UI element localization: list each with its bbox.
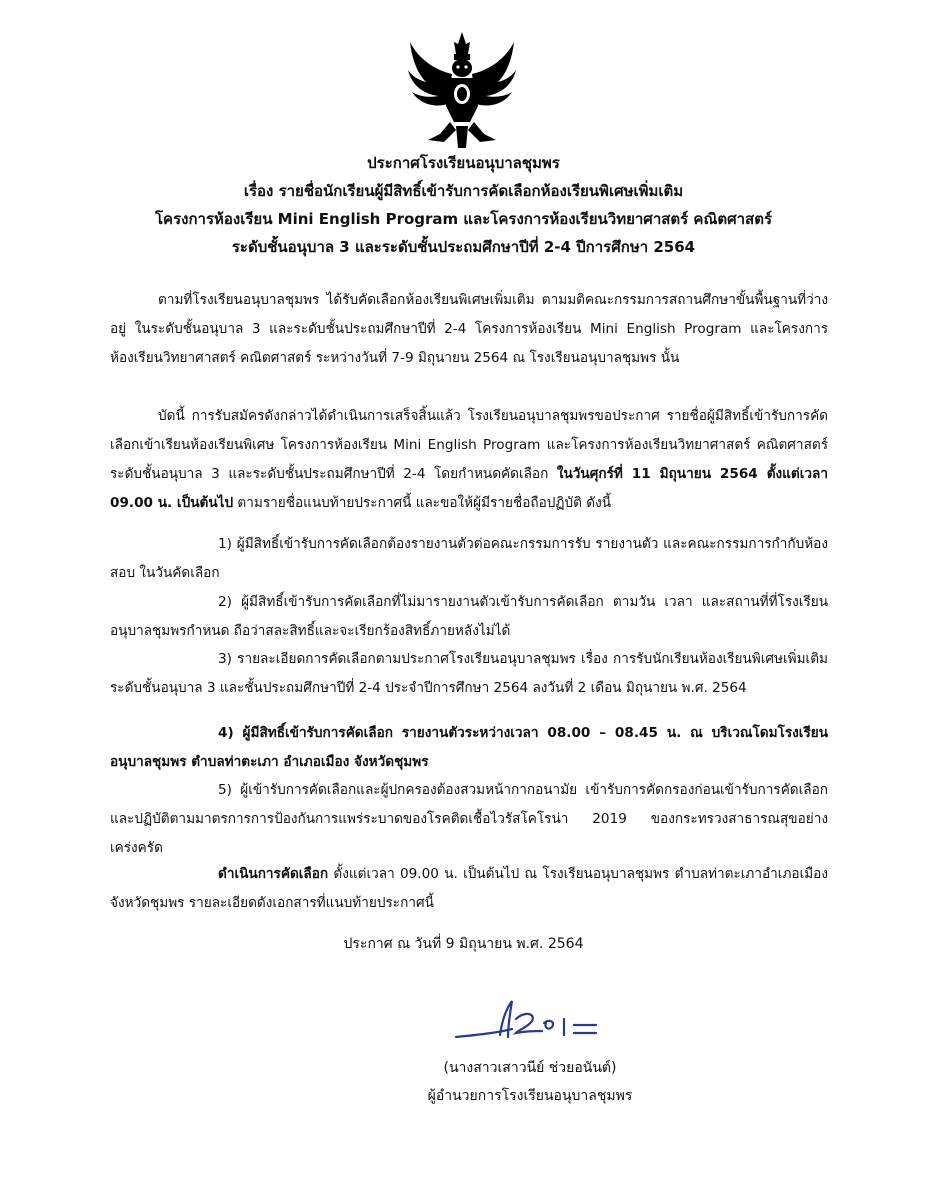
paragraph-announcement	[110, 402, 828, 518]
list-item-5: 5) ผู้เข้ารับการคัดเลือกและผู้ปกครองต้องสวมหน้ากากอนามัย เข้ารับการคัดกรองก่อนเข้ารับการคัดเลือกและปฏิบัติตามมาตรการการป้องกันการแพร่ระบาดของโรคติดเชื้อไวรัสโคโรน่า 2019 ของกระทรวงสาธารณสุขอย่างเคร่งครัด	[110, 782, 828, 856]
announcement-title: ประกาศโรงเรียนอนุบาลชุมพร	[367, 154, 560, 172]
handwritten-signature-icon	[446, 995, 606, 1055]
signer-name: (นางสาวเสาวนีย์ ช่วยอนันต์)	[443, 1060, 617, 1076]
announcement-date: ประกาศ ณ วันที่ 9 มิถุนายน พ.ศ. 2564	[343, 936, 584, 952]
list-item-2: 2) ผู้มีสิทธิ์เข้ารับการคัดเลือกที่ไม่มารายงานตัวเข้ารับการคัดเลือก ตามวัน เวลา และสถานที่ที่โรงเรียนอนุบาลชุมพรกำหนด ถือว่าสละสิทธิ์และจะเรียกร้องสิทธิ์ภายหลังไม่ได้	[110, 594, 828, 639]
signer-position: ผู้อำนวยการโรงเรียนอนุบาลชุมพร	[427, 1088, 633, 1104]
list-item-1: 1) ผู้มีสิทธิ์เข้ารับการคัดเลือกต้องรายงานตัวต่อคณะกรรมการรับ รายงานตัว และคณะกรรมการกำกับห้องสอบ ในวันคัดเลือก	[110, 536, 828, 581]
announcement-project: โครงการห้องเรียน Mini English Program และโครงการห้องเรียนวิทยาศาสตร์ คณิตศาสตร์	[154, 210, 773, 228]
announcement-level: ระดับชั้นอนุบาล 3 และระดับชั้นประถมศึกษาปีที่ 2-4 ปีการศึกษา 2564	[231, 238, 696, 256]
paragraph-selection	[110, 860, 828, 918]
selection-label: ดำเนินการคัดเลือก	[218, 866, 329, 882]
selection-details: ตั้งแต่เวลา 09.00 น. เป็นต้นไป ณ โรงเรียนอนุบาลชุมพร ตำบลท่าตะเภาอำเภอเมือง จังหวัดชุมพร รายละเอียดดังเอกสารที่แนบท้ายประกาศนี้	[110, 866, 828, 911]
paragraph-announcement-tail: ตามรายชื่อแนบท้ายประกาศนี้ และขอให้ผู้มีรายชื่อถือปฏิบัติ ดังนี้	[233, 495, 612, 511]
selection-date-text: ในวันศุกร์ที่ 11 มิถุนายน 2564 ตั้งแต่เวลา 09.00 น. เป็นต้นไป	[110, 466, 828, 511]
announcement-subject: เรื่อง รายชื่อนักเรียนผู้มีสิทธิ์เข้ารับการคัดเลือกห้องเรียนพิเศษเพิ่มเติม	[243, 182, 684, 200]
paragraph-announcement-text: บัดนี้ การรับสมัครดังกล่าวได้ดำเนินการเสร็จสิ้นแล้ว โรงเรียนอนุบาลชุมพรขอประกาศ รายชื่อผู้มีสิทธิ์เข้ารับการคัดเลือกเข้าเรียนห้องเรียนพิเศษ โครงการห้องเรียน Mini English Program และโครงการห้องเรียนวิทยาศาสตร์ คณิตศาสตร์ ระดับชั้นอนุบาล 3 และระดับชั้นประถมศึกษาปีที่ 2-4 โดยกำหนดคัดเลือก	[110, 408, 828, 482]
paragraph-intro: ตามที่โรงเรียนอนุบาลชุมพร ได้รับคัดเลือกห้องเรียนพิเศษเพิ่มเติม ตามมติคณะกรรมการสถานศึกษาขั้นพื้นฐานที่ว่างอยู่ ในระดับชั้นอนุบาล 3 และระดับชั้นประถมศึกษาปีที่ 2-4 โครงการห้องเรียน Mini English Program และโครงการห้องเรียนวิทยาศาสตร์ คณิตศาสตร์ ระหว่างวันที่ 7-9 มิถุนายน 2564 ณ โรงเรียนอนุบาลชุมพร นั้น	[110, 292, 828, 366]
list-item-3: 3) รายละเอียดการคัดเลือกตามประกาศโรงเรียนอนุบาลชุมพร เรื่อง การรับนักเรียนห้องเรียนพิเศษเพิ่มเติมระดับชั้นอนุบาล 3 และชั้นประถมศึกษาปีที่ 2-4 ประจำปีการศึกษา 2564 ลงวันที่ 2 เดือน มิถุนายน พ.ศ. 2564	[110, 651, 828, 696]
list-item-4: 4) ผู้มีสิทธิ์เข้ารับการคัดเลือก รายงานตัวระหว่างเวลา 08.00 – 08.45 น. ณ บริเวณโดมโรงเรียนอนุบาลชุมพร ตำบลท่าตะเภา อำเภอเมือง จังหวัดชุมพร	[110, 725, 828, 770]
garuda-emblem-icon	[404, 30, 520, 150]
